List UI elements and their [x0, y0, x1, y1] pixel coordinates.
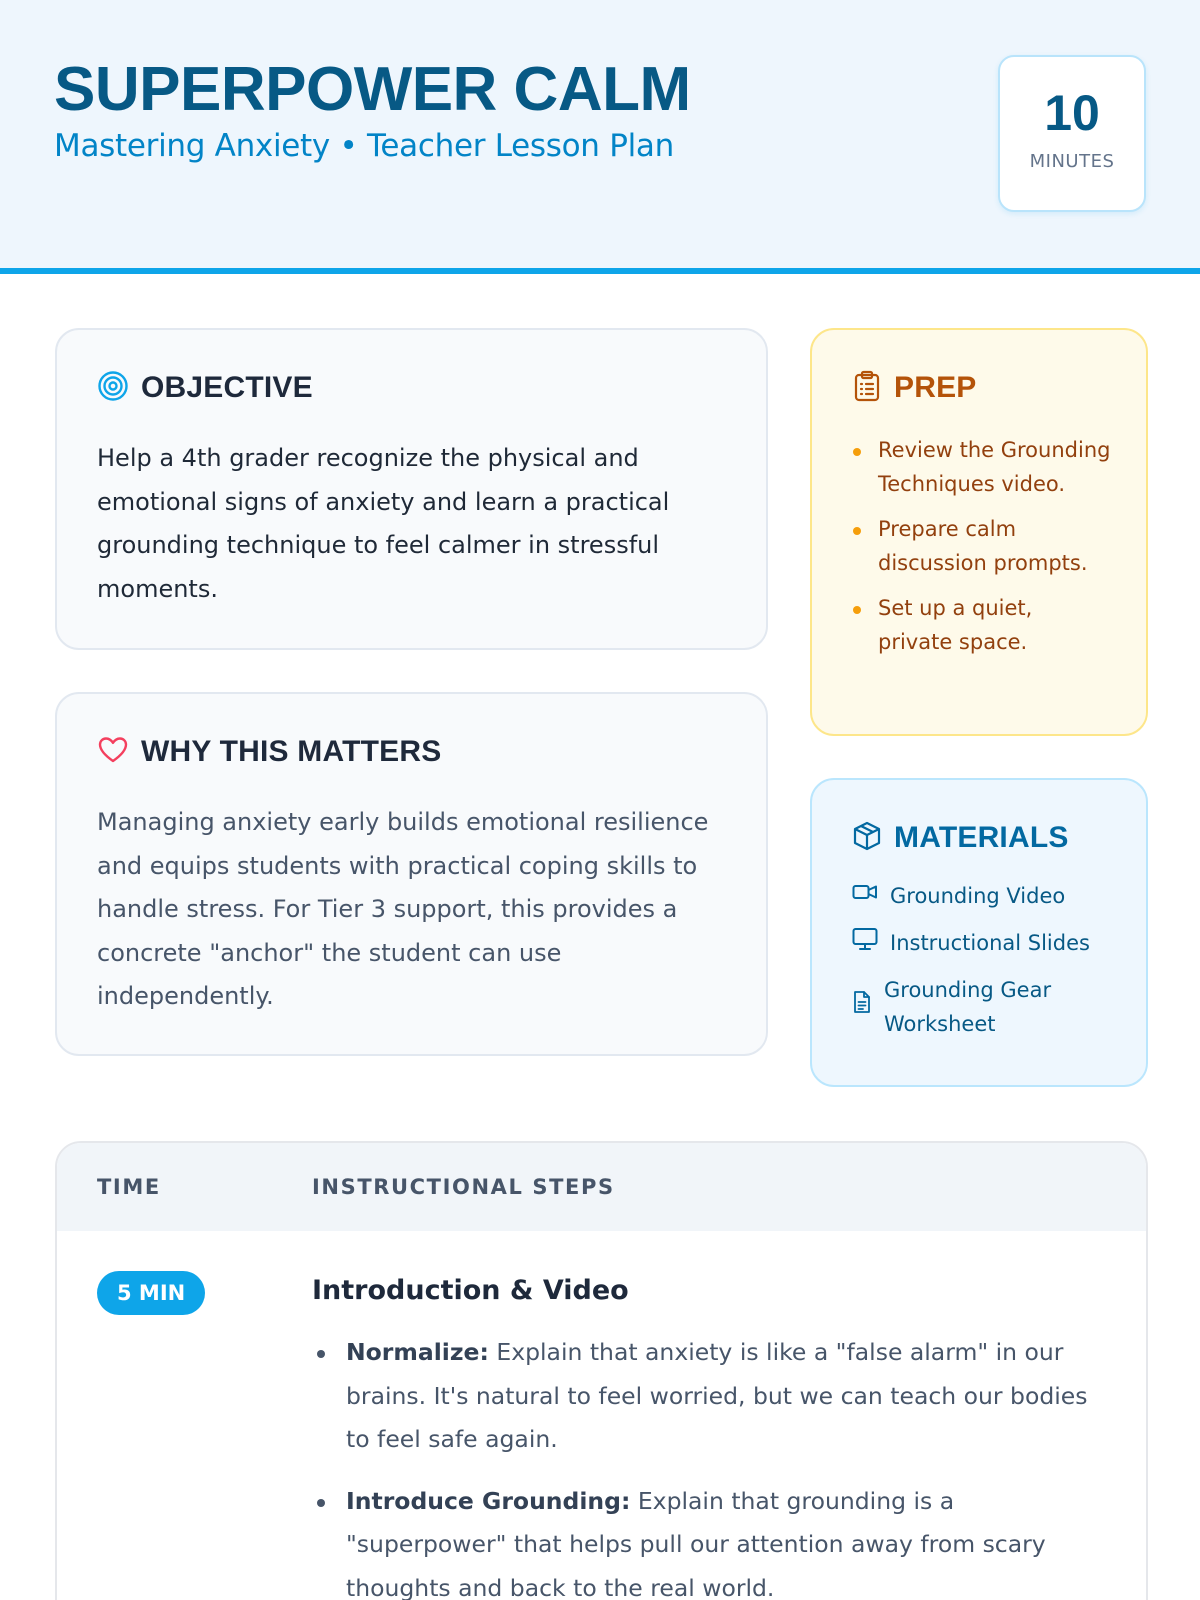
lesson-header [0, 0, 1200, 274]
package-icon [852, 820, 882, 856]
heart-icon [97, 734, 129, 770]
video-icon [852, 880, 878, 914]
material-item[interactable] [852, 880, 1122, 914]
step-bullet [312, 1331, 1117, 1462]
why-card [55, 692, 768, 1056]
target-icon [97, 370, 129, 406]
why-header [97, 734, 441, 770]
steps-table [55, 1141, 1148, 1600]
prep-item: Set up a quiet, private space. [852, 592, 1112, 659]
prep-list [852, 434, 1112, 671]
material-item[interactable] [852, 974, 1122, 1041]
objective-card [55, 328, 768, 650]
material-item[interactable] [852, 927, 1122, 962]
material-label: Grounding Gear Worksheet [884, 978, 1052, 1036]
prep-item: Prepare calm discussion prompts. [852, 513, 1112, 580]
time-badge: 5 MIN [97, 1271, 205, 1315]
objective-text: Help a 4th grader recognize the physical and emotional signs of anxiety and learn a practical grounding technique to feel calmer in stressful moments. [97, 444, 670, 603]
time-column-header: TIME [97, 1175, 161, 1199]
bullet-lead: Introduce Grounding: [346, 1486, 631, 1515]
document-icon [852, 990, 872, 1025]
step-title: Introduction & Video [312, 1275, 629, 1306]
duration-badge [998, 55, 1146, 212]
why-title: WHY THIS MATTERS [141, 735, 442, 768]
materials-list [852, 880, 1122, 1054]
materials-title: MATERIALS [894, 821, 1069, 854]
bullet-text: Explain that anxiety is like a "false alarm" in our brains. It's natural to feel worried, but we can teach our bodies to feel safe again. [346, 1338, 1088, 1453]
why-text: Managing anxiety early builds emotional resilience and equips students with practical coping skills to handle stress. For Tier 3 support, this provides a concrete "anchor" the student can use independently. [97, 808, 709, 1010]
duration-value: 10 [1044, 85, 1100, 141]
bullet-lead: Normalize: [346, 1338, 489, 1366]
objective-title: OBJECTIVE [141, 371, 313, 404]
prep-title: PREP [894, 371, 977, 404]
material-label: Grounding Video [890, 884, 1066, 908]
clipboard-icon [852, 370, 882, 406]
duration-unit: MINUTES [1029, 151, 1115, 172]
material-label: Instructional Slides [890, 931, 1090, 955]
step-bullets [312, 1331, 1117, 1600]
page-title: SUPERPOWER CALM [54, 55, 691, 124]
prep-item: Review the Grounding Techniques video. [852, 434, 1112, 501]
materials-card [810, 778, 1148, 1087]
bullet-text: Explain that grounding is a "superpower" that helps pull our attention away from scary thoughts and back to the real world. [346, 1486, 1046, 1600]
objective-header [97, 370, 313, 406]
step-bullet [312, 1480, 1117, 1600]
prep-card [810, 328, 1148, 736]
page-subtitle: Mastering Anxiety • Teacher Lesson Plan [54, 128, 674, 164]
prep-header [852, 370, 977, 406]
monitor-icon [852, 927, 878, 962]
steps-column-header: INSTRUCTIONAL STEPS [312, 1175, 615, 1199]
materials-header [852, 820, 1069, 856]
table-header [57, 1143, 1146, 1231]
